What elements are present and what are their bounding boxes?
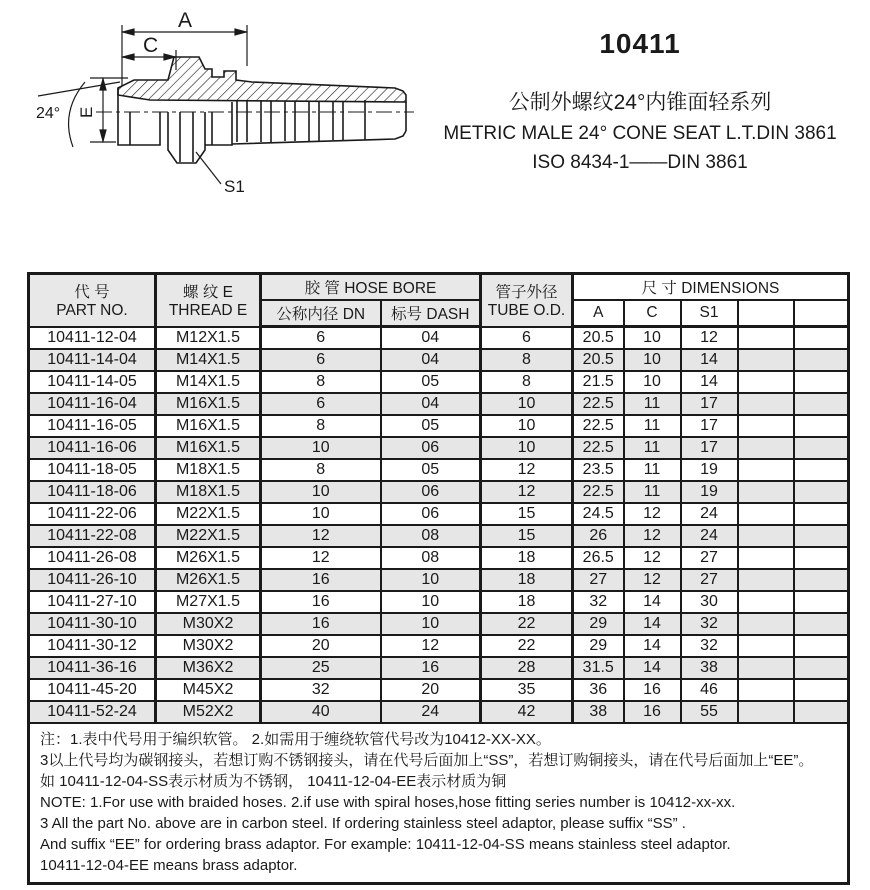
cell-tube-od: 12 bbox=[481, 459, 573, 481]
cell-a: 20.5 bbox=[573, 327, 624, 350]
cell-tube-od: 42 bbox=[481, 701, 573, 723]
cell-thread: M45X2 bbox=[156, 679, 261, 701]
cell-part-no: 10411-22-06 bbox=[29, 503, 156, 525]
cell-dn: 8 bbox=[261, 415, 381, 437]
cell-empty bbox=[794, 701, 849, 723]
table-row bbox=[29, 349, 849, 371]
cell-empty bbox=[794, 525, 849, 547]
cell-dn: 6 bbox=[261, 393, 381, 415]
cell-a: 22.5 bbox=[573, 481, 624, 503]
cell-tube-od: 10 bbox=[481, 393, 573, 415]
table-row bbox=[29, 525, 849, 547]
table-row bbox=[29, 657, 849, 679]
cell-empty bbox=[794, 481, 849, 503]
cell-dash: 10 bbox=[381, 569, 481, 591]
cell-a: 31.5 bbox=[573, 657, 624, 679]
cell-part-no: 10411-16-05 bbox=[29, 415, 156, 437]
cell-dash: 04 bbox=[381, 393, 481, 415]
table-row bbox=[29, 393, 849, 415]
cell-s1: 24 bbox=[681, 525, 738, 547]
note-line: 3 All the part No. above are in carbon steel. If ordering stainless steel adaptor, please suffix “SS” . bbox=[40, 815, 686, 832]
cell-thread: M52X2 bbox=[156, 701, 261, 723]
cell-dn: 12 bbox=[261, 525, 381, 547]
cell-s1: 14 bbox=[681, 349, 738, 371]
cell-empty bbox=[738, 525, 794, 547]
cell-s1: 32 bbox=[681, 635, 738, 657]
cell-thread: M26X1.5 bbox=[156, 569, 261, 591]
cell-dn: 6 bbox=[261, 327, 381, 350]
cell-empty bbox=[738, 657, 794, 679]
cell-c: 12 bbox=[624, 525, 681, 547]
cell-part-no: 10411-52-24 bbox=[29, 701, 156, 723]
cell-empty bbox=[738, 327, 794, 350]
dim-label-a: A bbox=[178, 9, 193, 32]
col-header-part-no-en: PART NO. bbox=[56, 302, 128, 320]
cell-c: 14 bbox=[624, 591, 681, 613]
cell-tube-od: 35 bbox=[481, 679, 573, 701]
cell-a: 36 bbox=[573, 679, 624, 701]
cell-thread: M26X1.5 bbox=[156, 547, 261, 569]
cell-thread: M16X1.5 bbox=[156, 393, 261, 415]
cell-s1: 30 bbox=[681, 591, 738, 613]
cell-a: 22.5 bbox=[573, 393, 624, 415]
cell-dn: 6 bbox=[261, 349, 381, 371]
cell-dash: 10 bbox=[381, 613, 481, 635]
cell-part-no: 10411-30-12 bbox=[29, 635, 156, 657]
cell-a: 22.5 bbox=[573, 415, 624, 437]
table-row bbox=[29, 613, 849, 635]
col-header-thread-en: THREAD E bbox=[168, 302, 248, 320]
cell-tube-od: 15 bbox=[481, 525, 573, 547]
cell-dn: 10 bbox=[261, 503, 381, 525]
table-row bbox=[29, 459, 849, 481]
table-body bbox=[29, 327, 849, 724]
cell-thread: M18X1.5 bbox=[156, 459, 261, 481]
cell-empty bbox=[738, 701, 794, 723]
cell-c: 11 bbox=[624, 415, 681, 437]
dim-label-s1: S1 bbox=[224, 177, 245, 196]
cell-dash: 16 bbox=[381, 657, 481, 679]
table-row bbox=[29, 415, 849, 437]
cell-a: 29 bbox=[573, 613, 624, 635]
cell-dn: 16 bbox=[261, 613, 381, 635]
cell-thread: M22X1.5 bbox=[156, 525, 261, 547]
cell-empty bbox=[794, 657, 849, 679]
cell-part-no: 10411-14-05 bbox=[29, 371, 156, 393]
col-header-s1: S1 bbox=[681, 300, 738, 327]
cell-c: 16 bbox=[624, 679, 681, 701]
cell-empty bbox=[738, 569, 794, 591]
title-cn: 公制外螺纹24°内锥面轻系列 bbox=[508, 91, 772, 114]
cell-dn: 8 bbox=[261, 371, 381, 393]
table-row bbox=[29, 371, 849, 393]
cell-thread: M27X1.5 bbox=[156, 591, 261, 613]
cell-empty bbox=[794, 371, 849, 393]
cell-dash: 05 bbox=[381, 415, 481, 437]
cell-c: 14 bbox=[624, 657, 681, 679]
cell-s1: 38 bbox=[681, 657, 738, 679]
cell-c: 11 bbox=[624, 437, 681, 459]
cell-thread: M12X1.5 bbox=[156, 327, 261, 350]
cell-a: 29 bbox=[573, 635, 624, 657]
cell-thread: M16X1.5 bbox=[156, 437, 261, 459]
cell-empty bbox=[794, 569, 849, 591]
cell-empty bbox=[794, 679, 849, 701]
cell-tube-od: 22 bbox=[481, 635, 573, 657]
cell-s1: 27 bbox=[681, 569, 738, 591]
cell-dn: 40 bbox=[261, 701, 381, 723]
table-header bbox=[29, 274, 849, 327]
cell-empty bbox=[738, 635, 794, 657]
cell-a: 22.5 bbox=[573, 437, 624, 459]
cell-a: 26.5 bbox=[573, 547, 624, 569]
col-header-thread-cn: 螺 纹 E bbox=[183, 284, 233, 302]
cell-c: 10 bbox=[624, 327, 681, 350]
cell-c: 12 bbox=[624, 569, 681, 591]
table-row bbox=[29, 503, 849, 525]
cell-empty bbox=[794, 459, 849, 481]
cell-s1: 19 bbox=[681, 459, 738, 481]
cell-tube-od: 6 bbox=[481, 327, 573, 350]
table-row bbox=[29, 701, 849, 723]
title-block bbox=[415, 28, 865, 181]
cell-dash: 04 bbox=[381, 349, 481, 371]
cell-empty bbox=[794, 547, 849, 569]
cell-empty bbox=[738, 437, 794, 459]
cell-part-no: 10411-45-20 bbox=[29, 679, 156, 701]
cell-part-no: 10411-18-06 bbox=[29, 481, 156, 503]
cell-part-no: 10411-30-10 bbox=[29, 613, 156, 635]
cell-dn: 16 bbox=[261, 591, 381, 613]
cell-dash: 04 bbox=[381, 327, 481, 350]
cell-empty bbox=[738, 547, 794, 569]
table-row bbox=[29, 327, 849, 350]
col-header-dimensions: 尺 寸 DIMENSIONS bbox=[573, 274, 849, 301]
technical-drawing bbox=[0, 0, 420, 250]
cell-tube-od: 15 bbox=[481, 503, 573, 525]
cell-empty bbox=[794, 349, 849, 371]
table-row bbox=[29, 635, 849, 657]
cell-empty bbox=[738, 371, 794, 393]
notes-cell bbox=[29, 723, 849, 884]
cell-part-no: 10411-14-04 bbox=[29, 349, 156, 371]
col-header-part-no-cn: 代 号 bbox=[74, 284, 110, 302]
cell-c: 16 bbox=[624, 701, 681, 723]
cell-part-no: 10411-26-10 bbox=[29, 569, 156, 591]
cell-tube-od: 12 bbox=[481, 481, 573, 503]
note-line: NOTE: 1.For use with braided hoses. 2.if use with spiral hoses,hose fitting series number is 10412-xx-xx. bbox=[40, 794, 736, 811]
cell-dn: 8 bbox=[261, 459, 381, 481]
cell-part-no: 10411-16-04 bbox=[29, 393, 156, 415]
cell-thread: M14X1.5 bbox=[156, 371, 261, 393]
cell-dash: 20 bbox=[381, 679, 481, 701]
cell-a: 32 bbox=[573, 591, 624, 613]
cell-empty bbox=[738, 415, 794, 437]
cell-s1: 12 bbox=[681, 327, 738, 350]
cell-empty bbox=[738, 679, 794, 701]
cell-empty bbox=[738, 481, 794, 503]
note-line: 如 10411-12-04-SS表示材质为不锈钢， 10411-12-04-EE表示材质为铜 bbox=[40, 773, 507, 790]
note-line: 3以上代号均为碳钢接头，若想订购不锈钢接头，请在代号后面加上“SS”，若想订购铜接头，请在代号后面加上“EE”。 bbox=[40, 752, 814, 769]
cell-s1: 55 bbox=[681, 701, 738, 723]
cell-a: 24.5 bbox=[573, 503, 624, 525]
cell-empty bbox=[738, 503, 794, 525]
cell-empty bbox=[794, 503, 849, 525]
cell-dn: 32 bbox=[261, 679, 381, 701]
col-header-tube-en: TUBE O.D. bbox=[487, 302, 566, 320]
cell-part-no: 10411-36-16 bbox=[29, 657, 156, 679]
col-header-dash: 标号 DASH bbox=[381, 300, 481, 327]
col-header-part-no bbox=[29, 274, 156, 327]
cell-tube-od: 22 bbox=[481, 613, 573, 635]
table-row bbox=[29, 547, 849, 569]
cell-tube-od: 8 bbox=[481, 371, 573, 393]
cell-a: 38 bbox=[573, 701, 624, 723]
cell-dash: 10 bbox=[381, 591, 481, 613]
cell-dash: 24 bbox=[381, 701, 481, 723]
cell-tube-od: 18 bbox=[481, 569, 573, 591]
cell-dn: 16 bbox=[261, 569, 381, 591]
cell-dn: 10 bbox=[261, 437, 381, 459]
cell-empty bbox=[738, 459, 794, 481]
cell-part-no: 10411-12-04 bbox=[29, 327, 156, 350]
cell-dn: 12 bbox=[261, 547, 381, 569]
cell-part-no: 10411-16-06 bbox=[29, 437, 156, 459]
part-series-code: 10411 bbox=[599, 28, 681, 59]
cell-part-no: 10411-22-08 bbox=[29, 525, 156, 547]
cell-a: 26 bbox=[573, 525, 624, 547]
cell-dash: 08 bbox=[381, 547, 481, 569]
cell-a: 20.5 bbox=[573, 349, 624, 371]
cell-tube-od: 18 bbox=[481, 591, 573, 613]
cell-dash: 06 bbox=[381, 503, 481, 525]
cell-s1: 32 bbox=[681, 613, 738, 635]
col-header-dn: 公称内径 DN bbox=[261, 300, 381, 327]
cell-thread: M30X2 bbox=[156, 635, 261, 657]
cell-thread: M30X2 bbox=[156, 613, 261, 635]
cell-dash: 08 bbox=[381, 525, 481, 547]
cell-empty bbox=[794, 415, 849, 437]
cell-tube-od: 28 bbox=[481, 657, 573, 679]
cell-thread: M36X2 bbox=[156, 657, 261, 679]
cell-tube-od: 18 bbox=[481, 547, 573, 569]
table-row bbox=[29, 437, 849, 459]
cell-empty bbox=[794, 591, 849, 613]
note-line: 10411-12-04-EE means brass adaptor. bbox=[40, 857, 298, 874]
col-header-a: A bbox=[573, 300, 624, 327]
cell-empty bbox=[738, 393, 794, 415]
cell-s1: 46 bbox=[681, 679, 738, 701]
cell-empty bbox=[794, 635, 849, 657]
col-header-tube-cn: 管子外径 bbox=[495, 284, 558, 302]
note-line: 注：1.表中代号用于编织软管。 2.如需用于缠绕软管代号改为10412-XX-XX。 bbox=[40, 731, 551, 748]
cell-c: 12 bbox=[624, 547, 681, 569]
cell-dash: 06 bbox=[381, 481, 481, 503]
cell-tube-od: 10 bbox=[481, 437, 573, 459]
table-row bbox=[29, 679, 849, 701]
cell-dash: 05 bbox=[381, 371, 481, 393]
cell-c: 14 bbox=[624, 635, 681, 657]
col-header-tube-od bbox=[481, 274, 573, 327]
cell-part-no: 10411-18-05 bbox=[29, 459, 156, 481]
cell-thread: M18X1.5 bbox=[156, 481, 261, 503]
table-row bbox=[29, 569, 849, 591]
cell-s1: 24 bbox=[681, 503, 738, 525]
cell-dn: 10 bbox=[261, 481, 381, 503]
table-row bbox=[29, 481, 849, 503]
col-header-empty bbox=[794, 300, 849, 327]
table-row bbox=[29, 591, 849, 613]
cell-dash: 05 bbox=[381, 459, 481, 481]
cell-part-no: 10411-27-10 bbox=[29, 591, 156, 613]
title-standard: ISO 8434-1——DIN 3861 bbox=[532, 152, 748, 173]
cell-empty bbox=[794, 437, 849, 459]
cell-s1: 17 bbox=[681, 437, 738, 459]
col-header-c: C bbox=[624, 300, 681, 327]
s1-leader bbox=[196, 152, 221, 184]
dim-label-e: E bbox=[77, 106, 96, 118]
cell-dash: 06 bbox=[381, 437, 481, 459]
cell-a: 23.5 bbox=[573, 459, 624, 481]
cell-empty bbox=[738, 349, 794, 371]
cell-c: 11 bbox=[624, 481, 681, 503]
cell-tube-od: 10 bbox=[481, 415, 573, 437]
cell-part-no: 10411-26-08 bbox=[29, 547, 156, 569]
cell-tube-od: 8 bbox=[481, 349, 573, 371]
cell-thread: M22X1.5 bbox=[156, 503, 261, 525]
parts-table bbox=[27, 272, 850, 885]
cell-empty bbox=[794, 613, 849, 635]
col-header-thread bbox=[156, 274, 261, 327]
cell-empty bbox=[738, 613, 794, 635]
cell-dash: 12 bbox=[381, 635, 481, 657]
title-en: METRIC MALE 24° CONE SEAT L.T.DIN 3861 bbox=[443, 123, 837, 144]
cell-s1: 19 bbox=[681, 481, 738, 503]
cell-dn: 20 bbox=[261, 635, 381, 657]
cell-c: 12 bbox=[624, 503, 681, 525]
cell-thread: M14X1.5 bbox=[156, 349, 261, 371]
note-line: And suffix “EE” for ordering brass adaptor. For example: 10411-12-04-SS means stainless steel adaptor. bbox=[40, 836, 731, 853]
cell-thread: M16X1.5 bbox=[156, 415, 261, 437]
dim-label-c: C bbox=[143, 34, 159, 57]
table-notes bbox=[29, 723, 849, 884]
cell-c: 10 bbox=[624, 349, 681, 371]
cell-s1: 14 bbox=[681, 371, 738, 393]
cell-a: 21.5 bbox=[573, 371, 624, 393]
cell-c: 10 bbox=[624, 371, 681, 393]
cell-c: 11 bbox=[624, 459, 681, 481]
cell-c: 14 bbox=[624, 613, 681, 635]
fitting-section-outline bbox=[118, 57, 406, 102]
cell-s1: 27 bbox=[681, 547, 738, 569]
cell-s1: 17 bbox=[681, 415, 738, 437]
cell-dn: 25 bbox=[261, 657, 381, 679]
cell-empty bbox=[794, 393, 849, 415]
cell-empty bbox=[738, 591, 794, 613]
cell-c: 11 bbox=[624, 393, 681, 415]
cell-empty bbox=[794, 327, 849, 350]
cell-a: 27 bbox=[573, 569, 624, 591]
col-header-empty bbox=[738, 300, 794, 327]
col-header-hose-bore: 胶 管 HOSE BORE bbox=[261, 274, 481, 301]
cell-s1: 17 bbox=[681, 393, 738, 415]
angle-label: 24° bbox=[36, 105, 61, 122]
